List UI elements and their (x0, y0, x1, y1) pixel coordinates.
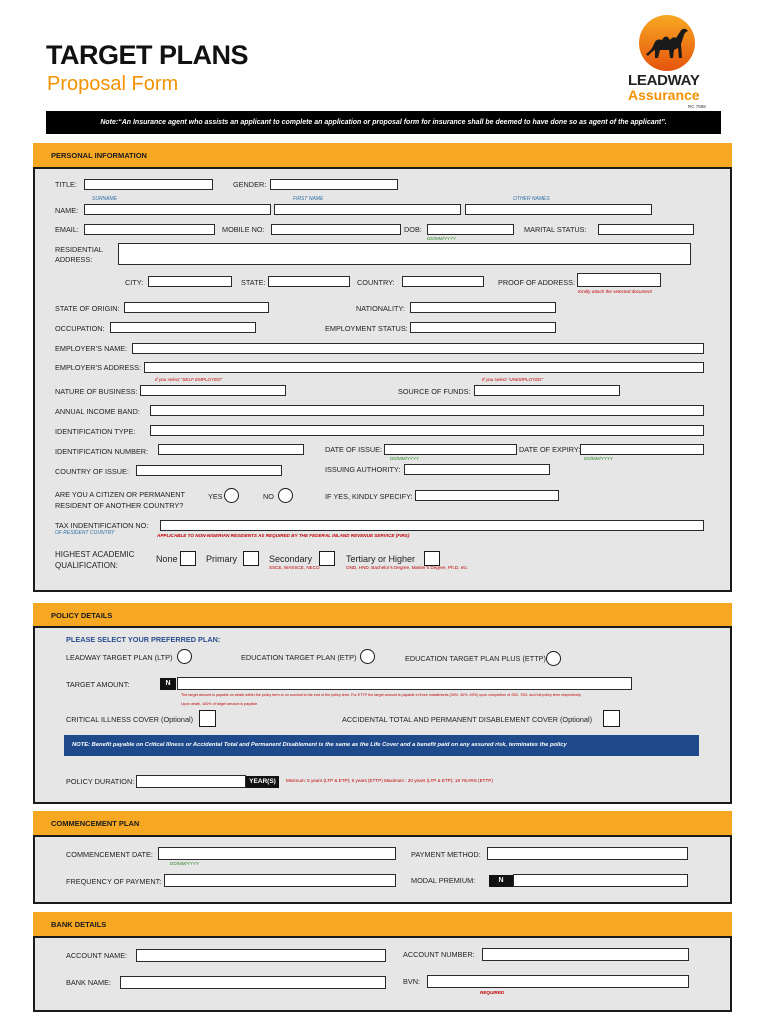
frequency-label: FREQUENCY OF PAYMENT: (66, 877, 162, 886)
dob-field[interactable] (427, 224, 514, 235)
first-name-caption: FIRST NAME (293, 196, 324, 202)
secondary-hint: SSCE, WASSCE, NECO (269, 565, 320, 570)
ettp-radio[interactable] (546, 651, 561, 666)
email-field[interactable] (84, 224, 215, 235)
funds-field[interactable] (474, 385, 620, 396)
issuing-auth-field[interactable] (404, 464, 550, 475)
dob-format: DD/MM/YYYY (427, 236, 457, 241)
agent-note-banner (46, 111, 721, 134)
employment-field[interactable] (410, 322, 556, 333)
state-label: STATE: (241, 278, 266, 287)
first-name-field[interactable] (274, 204, 461, 215)
other-names-field[interactable] (465, 204, 652, 215)
target-amount-hint-2: Upon death, 100% of target amount is payable. (181, 702, 259, 706)
id-type-field[interactable] (150, 425, 704, 436)
accidental-checkbox[interactable] (603, 710, 620, 727)
agent-note-text: Note:“An Insurance agent who assists an applicant to complete an application or proposal form for insurance shall be deemed to have done so as agent of the applicant”. (100, 119, 667, 126)
primary-checkbox[interactable] (243, 551, 259, 566)
bvn-required-hint: REQUIRED (480, 990, 505, 995)
employer-address-label: EMPLOYER’S ADDRESS: (55, 363, 141, 372)
bank-details-header (33, 912, 732, 936)
tax-label: TAX INDENTIFICATION NO: (55, 521, 149, 530)
ltp-radio[interactable] (177, 649, 192, 664)
title-field[interactable] (84, 179, 213, 190)
logo-leadway: LEADWAY (628, 72, 700, 89)
personal-info-heading: PERSONAL INFORMATION (51, 151, 147, 160)
leadway-logo (628, 14, 708, 114)
ettp-label: EDUCATION TARGET PLAN PLUS (ETTP) (405, 654, 546, 663)
policy-details-heading: POLICY DETAILS (51, 611, 113, 620)
marital-field[interactable] (598, 224, 694, 235)
commencement-header (33, 811, 732, 835)
bvn-label: BVN: (403, 977, 421, 986)
logo-assurance: Assurance (628, 87, 700, 103)
tax-field[interactable] (160, 520, 704, 531)
modal-premium-field[interactable] (513, 874, 688, 887)
state-field[interactable] (268, 276, 350, 287)
bank-name-field[interactable] (120, 976, 386, 989)
name-label: NAME: (55, 206, 79, 215)
employer-address-field[interactable] (144, 362, 704, 373)
personal-info-header (33, 143, 732, 167)
benefit-note-text: NOTE: Benefit payable on Critical Illness or Accidental Total and Permanent Disablement is the same as the Life Cover and a benefit paid on any assured risk, terminates the policy (72, 742, 567, 748)
citizen-no-radio[interactable] (278, 488, 293, 503)
date-expiry-field[interactable] (580, 444, 704, 455)
gender-field[interactable] (270, 179, 398, 190)
critical-label: CRITICAL ILLNESS COVER (Optional) (66, 715, 194, 724)
tax-hint: APPLICABLE TO NON-NIGERIAN RESIDENTS AS REQUIRED BY THE FEDERAL INLAND REVENUE SERVICE (FIRS) (157, 533, 410, 538)
bank-name-label: BANK NAME: (66, 978, 112, 987)
unemployed-hint: If you select “UNEMPLOYED” (482, 377, 544, 382)
id-type-label: IDENTIFICATION TYPE: (55, 427, 136, 436)
target-amount-label: TARGET AMOUNT: (66, 680, 130, 689)
date-issue-format: DD/MM/YYYY (390, 456, 420, 461)
duration-label: POLICY DURATION: (66, 777, 135, 786)
income-label: ANNUAL INCOME BAND: (55, 407, 140, 416)
yes-label: YES (208, 492, 223, 501)
citizen-label-2: RESIDENT OF ANOTHER COUNTRY? (55, 501, 184, 510)
page-title: TARGET PLANS (46, 40, 248, 70)
none-option-label: None (156, 554, 178, 564)
citizen-yes-radio[interactable] (224, 488, 239, 503)
frequency-field[interactable] (164, 874, 396, 887)
city-field[interactable] (148, 276, 232, 287)
account-number-label: ACCOUNT NUMBER: (403, 950, 475, 959)
etp-radio[interactable] (360, 649, 375, 664)
payment-method-field[interactable] (487, 847, 688, 860)
duration-hint: Minimum: 5 years (LTP & ETP); 6 years (ETTP) Maximum : 20 years (LTP & ETP); 18 YEARS (ETTP) (286, 778, 493, 783)
state-origin-field[interactable] (124, 302, 269, 313)
email-label: EMAIL: (55, 225, 79, 234)
proof-label: PROOF OF ADDRESS: (498, 278, 576, 287)
specify-field[interactable] (415, 490, 559, 501)
proof-hint: Kindly attach the selected document (578, 289, 652, 294)
occupation-label: OCCUPATION: (55, 324, 105, 333)
commencement-date-field[interactable] (158, 847, 396, 860)
modal-premium-label: MODAL PREMIUM: (411, 876, 476, 885)
surname-caption: SURNAME (92, 196, 118, 202)
occupation-field[interactable] (110, 322, 256, 333)
date-issue-field[interactable] (384, 444, 517, 455)
ltp-label: LEADWAY TARGET PLAN (LTP) (66, 653, 173, 662)
date-expiry-label: DATE OF EXPIRY: (519, 445, 581, 454)
academic-label-1: HIGHEST ACADEMIC (55, 550, 135, 559)
bank-details-heading: BANK DETAILS (51, 920, 107, 929)
citizen-label-1: ARE YOU A CITIZEN OR PERMANENT (55, 490, 186, 499)
marital-label: MARITAL STATUS: (524, 225, 587, 234)
nationality-field[interactable] (410, 302, 556, 313)
dob-label: DOB: (404, 225, 422, 234)
critical-checkbox[interactable] (199, 710, 216, 727)
account-name-field[interactable] (136, 949, 386, 962)
etp-label: EDUCATION TARGET PLAN (ETP) (241, 653, 357, 662)
primary-option-label: Primary (206, 554, 237, 564)
duration-field[interactable] (136, 775, 246, 788)
specify-label: IF YES, KINDLY SPECIFY: (325, 492, 413, 501)
country-issue-label: COUNTRY OF ISSUE: (55, 467, 129, 476)
gender-label: GENDER: (233, 180, 267, 189)
years-badge: YEAR(S) (246, 776, 279, 788)
secondary-checkbox[interactable] (319, 551, 335, 566)
id-number-field[interactable] (158, 444, 304, 455)
accidental-label: ACCIDENTAL TOTAL AND PERMANENT DISABLEMENT COVER (Optional) (342, 715, 593, 724)
nationality-label: NATIONALITY: (356, 304, 405, 313)
select-plan-label: PLEASE SELECT YOUR PREFERRED PLAN: (66, 635, 221, 644)
none-checkbox[interactable] (180, 551, 196, 566)
date-issue-label: DATE OF ISSUE: (325, 445, 383, 454)
self-employed-hint: If you select “SELF EMPLOYED” (155, 377, 223, 382)
employer-name-label: EMPLOYER’S NAME: (55, 344, 128, 353)
tax-sub-caption: OF RESIDENT COUNTRY (55, 530, 115, 536)
account-name-label: ACCOUNT NAME: (66, 951, 128, 960)
account-number-field[interactable] (482, 948, 689, 961)
country-issue-field[interactable] (136, 465, 282, 476)
bvn-field[interactable] (427, 975, 689, 988)
tertiary-hint: OND, HND, Bachelor’s Degree, Master’s Degree, Ph.D, etc. (346, 565, 469, 570)
surname-field[interactable] (84, 204, 271, 215)
commencement-date-label: COMMENCEMENT DATE: (66, 850, 153, 859)
country-label: COUNTRY: (357, 278, 395, 287)
issuing-auth-label: ISSUING AUTHORITY: (325, 465, 401, 474)
employment-label: EMPLOYMENT STATUS: (325, 324, 408, 333)
no-label: NO (263, 492, 274, 501)
residential-label-2: ADDRESS: (55, 255, 93, 264)
funds-label: SOURCE OF FUNDS: (398, 387, 471, 396)
tertiary-checkbox[interactable] (424, 551, 440, 566)
city-label: CITY: (125, 278, 144, 287)
business-field[interactable] (140, 385, 286, 396)
page-subtitle: Proposal Form (47, 73, 179, 95)
mobile-field[interactable] (271, 224, 401, 235)
academic-label-2: QUALIFICATION: (55, 561, 118, 570)
employer-name-field[interactable] (132, 343, 704, 354)
other-names-caption: OTHER NAMES (513, 196, 550, 202)
payment-method-label: PAYMENT METHOD: (411, 850, 481, 859)
commencement-heading: COMMENCEMENT PLAN (51, 819, 140, 828)
country-field[interactable] (402, 276, 484, 287)
secondary-option-label: Secondary (269, 554, 313, 564)
commencement-panel (33, 835, 732, 904)
residential-label-1: RESIDENTIAL (55, 245, 103, 254)
logo-rc: RC 7588 (688, 104, 706, 109)
mobile-label: MOBILE NO: (222, 225, 265, 234)
tertiary-option-label: Tertiary or Higher (346, 554, 416, 564)
id-number-label: IDENTIFICATION NUMBER: (55, 447, 149, 456)
target-amount-hint-1: The target amount is payable on death within the policy term or on survival to the end of the policy term. For ETTP the target amount is payable in three installments (30%, 30%, 40%) upon completion of SS2, SS3, and full policy term respectively. (181, 693, 582, 697)
income-field[interactable] (150, 405, 704, 416)
business-label: NATURE OF BUSINESS: (55, 387, 138, 396)
date-expiry-format: DD/MM/YYYY (584, 456, 614, 461)
camel-sun-icon (638, 14, 696, 72)
target-currency-badge: N (160, 678, 176, 690)
state-origin-label: STATE OF ORIGIN: (55, 304, 120, 313)
residential-address-field[interactable] (118, 243, 691, 265)
modal-currency-badge: N (489, 875, 513, 887)
proof-field[interactable] (577, 273, 661, 287)
target-amount-field[interactable] (177, 677, 632, 690)
policy-details-header (33, 603, 732, 627)
title-label: TITLE: (55, 180, 77, 189)
commencement-date-format: DD/MM/YYYY (170, 861, 200, 866)
benefit-note-banner (64, 735, 699, 756)
